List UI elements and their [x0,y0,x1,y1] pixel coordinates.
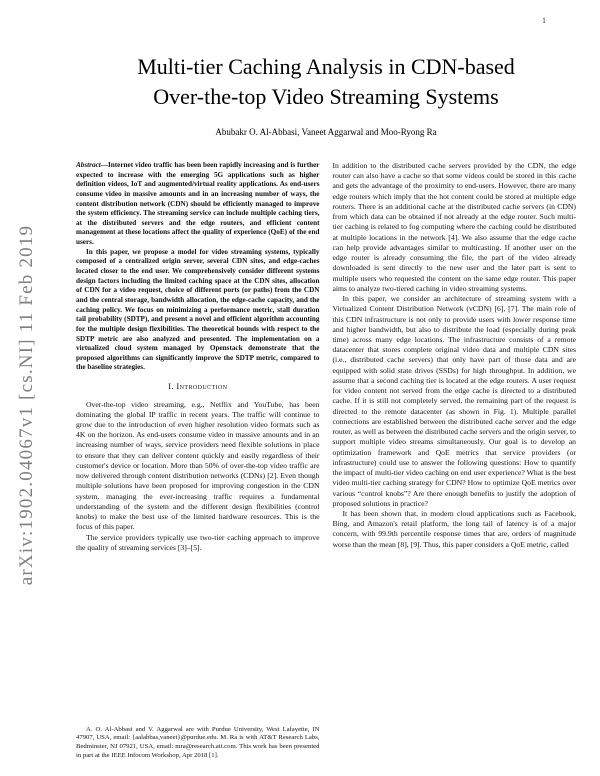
arxiv-watermark: arXiv:1902.04067v1 [cs.NI] 11 Feb 2019 [16,224,37,586]
paper-title-line2: Over-the-top Video Streaming Systems [153,84,499,109]
paper-authors: Abubakr O. Al-Abbasi, Vaneet Aggarwal and Moo-Ryong Ra [215,127,437,137]
right-column [333,161,577,761]
body-paragraph: In addition to the distributed cache servers provided by the CDN, the edge router can also have a cache so that some videos could be stored in this cache and gets the advantage of the proximity to end-users. However, there are many edge routers which imply that the hot content could be stored at multiple edge routers. There is an additional cache at the distributed cache servers (in CDN) from which data can be obtained if not already at the edge router. Such multi-tier caching is related to fog computing where the caching could be distributed at multiple locations in the network [4]. We also assume that the edge cache can help provide advantages similar to multicasting. If another user on the edge router is already consuming the file, the part of the video already downloaded is sent directly to the new user and the later part is sent to multiple users who requested the content on the same edge router. This paper aims to analyze two-tiered caching in video streaming systems. [332,161,576,293]
paper-title [76,52,576,112]
left-column [76,161,320,761]
body-paragraph: Over-the-top video streaming, e.g., Netflix and YouTube, has been dominating the global IP traffic in recent years. The traffic will continue to grow due to the introduction of even higher resolution video formats such as 4K on the horizon. As end-users consume video in massive amounts and in an increasing number of ways, service providers need flexible solutions in place to ensure that they can deliver content quickly and easily regardless of their customer's device or location. More than 50% of over-the-top video traffic are now delivered through content distribution networks (CDNs) [2]. Even though multiple solutions have been proposed for improving congestion in the CDN system, managing the ever-increasing traffic requires a fundamental understanding of the system and the different design flexibilities (control knobs) to make the best use of the limited hardware resources. This is the focus of this paper. [76,399,320,532]
paper-title-line1: Multi-tier Caching Analysis in CDN-based [137,54,515,79]
section-heading-introduction: I. Introduction [168,381,228,392]
body-paragraph: It has been shown that, in modern cloud applications such as Facebook, Bing, and Amazon's retail platform, the long tail of latency is of a major concern, with 99.9th percentile response times that are, orders of magnitude worse than the mean [8], [9]. Thus, this paper considers a QoE metric, called [332,508,576,549]
body-paragraph: In this paper, we consider an architecture of streaming system with a Virtualized Content Distribution Network (vCDN) [6], [7]. The main role of this CDN infrastructure is not only to provide users with lower response time and higher bandwidth, but also to distribute the load (especially during peak time) across many edge locations. The infrastructure consists of a remote datacenter that stores complete original video data and multiple CDN sites (i.e., distributed cache servers) that only have part of those data and are equipped with solid state drives (SSDs) for high throughput. In addition, we assume that a second caching tier is located at the edge routers. A user request for video content not served from the edge cache is directed to a distributed cache. If it is still not completely served, the remaining part of the request is directed to the remote datacenter (as shown in Fig. 1). Multiple parallel connections are established between the distributed cache server and the edge router, as well as between the distributed cache servers and the origin server, to support multiple video streams simultaneously. Our goal is to develop an optimization framework and QoE metrics that service providers (or infrastructure) could use to answer the following questions: How to quantify the impact of multi-tier video caching on end user experience? What is the best video multi-tier caching strategy for CDN? How to optimize QoE metrics over various “control knobs”? Are there enough benefits to justify the adoption of proposed solutions in practice? [332,294,576,508]
body-paragraph: The service providers typically use two-tier caching approach to improve the quality of streaming services [3]–[5]. [76,532,320,552]
abstract-paragraph [76,161,320,248]
abstract-text: —Internet video traffic has been been rapidly increasing and is further expected to increase with the emerging 5G applications such as higher definition videos, IoT and augmented/virtual reality applications. As end-users consume video in massive amounts and in an increasing number of ways, the content distribution network (CDN) should be efficiently managed to improve the system efficiency. The streaming service can include multiple caching tiers, at the distributed servers and the edge routers, and efficient content management at these locations affect the quality of experience (QoE) of the end users. [76,161,320,247]
abstract-paragraph: In this paper, we propose a model for video streaming systems, typically composed of a centralized origin server, several CDN sites, and edge-caches located closer to the end user. We comprehensively consider different systems design factors including the limited caching space at the CDN sites, allocation of CDN for a video request, choice of different ports (or paths) from the CDN and the central storage, bandwidth allocation, the edge-cache capacity, and the caching policy. We focus on minimizing a performance metric, stall duration tail probability (SDTP), and present a novel and efficient algorithm accounting for the multiple design flexibilities. The theoretical bounds with respect to the SDTP metric are also analyzed and presented. The implementation on a virtualized cloud system managed by Openstack demonstrate that the proposed algorithms can significantly improve the SDTP metric, compared to the baseline strategies. [76,247,320,372]
abstract-label: Abstract [76,161,101,169]
page-number: 1 [542,16,546,25]
page-content [76,44,576,761]
two-column-body [76,161,576,761]
author-footnote: A. O. Al-Abbasi and V. Aggarwal are with Purdue University, West Lafayette, IN 47907, USA, email: {aalabbas,vaneet}@purdue.edu. M. Ra is with AT&T Research Labs, Bedminster, NJ 07921, USA, email: mra@research.att.com. This work has been presented in part at the IEEE Infocom Workshop, Apr 2018 [1]. [76,725,320,760]
